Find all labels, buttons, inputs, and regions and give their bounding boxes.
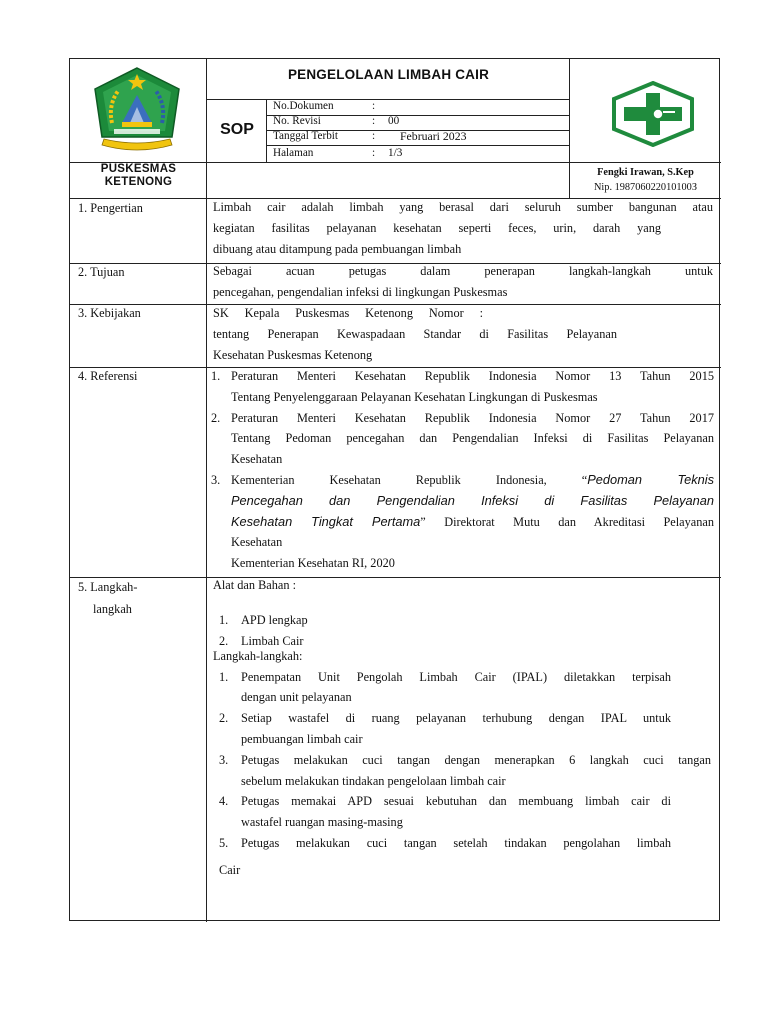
org-name-line: PUSKESMAS xyxy=(100,163,177,175)
signer-block xyxy=(573,165,718,195)
section-body-pengertian xyxy=(213,197,713,259)
list-item xyxy=(213,610,713,631)
ref-title-italic: Pedoman Teknis xyxy=(587,471,714,487)
meta-value: 1/3 xyxy=(388,147,403,159)
meta-value: Februari 2023 xyxy=(400,129,467,143)
steps-heading: Langkah-langkah: xyxy=(213,648,303,663)
alat-list xyxy=(213,610,713,649)
ref-author: Kementerian Kesehatan Republik Indonesia, “ xyxy=(231,472,588,487)
body-line: Penempatan Unit Pengolah Limbah Cair (IPAL) diletakkan terpisah xyxy=(241,669,671,684)
list-item xyxy=(213,667,671,709)
list-number: 2. xyxy=(211,410,221,425)
body-line: Kesehatan Puskesmas Ketenong xyxy=(213,347,373,362)
sop-label: SOP xyxy=(220,121,254,138)
section-label-pengertian: 1. Pengertian xyxy=(78,201,143,215)
meta-label: No.Dokumen xyxy=(273,100,334,112)
list-number: 4. xyxy=(219,794,229,809)
body-line: pembuangan limbah cair xyxy=(241,731,363,746)
step-tail: Cair xyxy=(219,862,241,877)
body-line xyxy=(231,512,714,533)
meta-colon: : xyxy=(372,100,376,112)
puskesmas-cross-icon xyxy=(610,81,696,147)
body-line: Petugas melakukan cuci tangan dengan menerapkan 6 langkah cuci tangan xyxy=(241,752,711,767)
body-line: dengan unit pelayanan xyxy=(241,690,352,705)
list-item xyxy=(213,708,671,750)
list-item xyxy=(211,470,714,574)
ref-title-italic: Kesehatan Tingkat Pertama xyxy=(231,513,421,529)
body-line xyxy=(231,470,714,491)
list-text: APD lengkap xyxy=(241,612,308,627)
ref-title-italic: Pencegahan dan Pengendalian Infeksi di Fasilitas Pelayanan xyxy=(231,492,714,508)
section-body-tujuan xyxy=(213,261,713,303)
list-number: 2. xyxy=(219,633,229,648)
org-name-line: KETENONG xyxy=(104,176,173,188)
body-line: Limbah cair adalah limbah yang berasal dari seluruh sumber bangunan atau xyxy=(213,200,713,214)
list-item xyxy=(213,833,671,854)
list-text: Limbah Cair xyxy=(241,633,304,648)
body-line: Sebagai acuan petugas dalam penerapan langkah-langkah untuk xyxy=(213,264,713,278)
list-number: 5. xyxy=(219,835,229,850)
section-body-referensi xyxy=(211,366,714,574)
list-item xyxy=(211,408,714,470)
body-line: pencegahan, pengendalian infeksi di lingkungan Puskesmas xyxy=(213,284,508,299)
document-title: PENGELOLAAN LIMBAH CAIR xyxy=(287,67,490,82)
meta-label: Tanggal Terbit xyxy=(273,130,339,142)
body-line: wastafel ruangan masing-masing xyxy=(241,815,403,830)
steps-list xyxy=(213,667,713,854)
list-item xyxy=(213,633,713,649)
list-number: 3. xyxy=(211,472,221,487)
signer-name: Fengki Irawan, S.Kep xyxy=(597,167,694,178)
meta-colon: : xyxy=(372,130,376,142)
body-line: Petugas melakukan cuci tangan setelah tindakan pengolahan limbah xyxy=(241,835,671,850)
body-line: sebelum melakukan tindakan pengelolaan limbah cair xyxy=(241,773,506,788)
section-label-referensi: 4. Referensi xyxy=(78,369,138,383)
list-number: 1. xyxy=(219,612,229,627)
label-line: 5. Langkah- xyxy=(78,580,138,594)
body-line: Peraturan Menteri Kesehatan Republik Indonesia Nomor 13 Tahun 2015 xyxy=(231,369,714,383)
list-number: 1. xyxy=(211,369,221,383)
section-body-kebijakan xyxy=(213,303,713,365)
meta-label: No. Revisi xyxy=(273,115,321,127)
body-line: Kesehatan xyxy=(231,452,283,467)
meta-label: Halaman xyxy=(273,147,314,159)
body-line: Kesehatan xyxy=(231,535,283,550)
list-number: 3. xyxy=(219,752,229,767)
list-number: 2. xyxy=(219,711,229,726)
label-line: langkah xyxy=(93,602,132,616)
section-body-langkah xyxy=(213,575,713,881)
body-line: tentang Penerapan Kewaspadaan Standar di Fasilitas Pelayanan xyxy=(213,326,617,341)
reference-list xyxy=(211,366,714,574)
meta-colon: : xyxy=(372,147,376,159)
section-label-kebijakan: 3. Kebijakan xyxy=(78,306,141,320)
ref-publisher: ” Direktorat Mutu dan Akreditasi Pelayanan xyxy=(420,514,714,529)
body-line: dibuang atau ditampung pada pembuangan limbah xyxy=(213,241,462,256)
list-item xyxy=(213,750,711,792)
section-label-tujuan: 2. Tujuan xyxy=(78,265,125,279)
meta-colon: : xyxy=(372,115,376,127)
body-line: Tentang Penyelenggaraan Pelayanan Kesehatan Lingkungan di Puskesmas xyxy=(231,389,598,404)
regency-emblem-icon xyxy=(92,65,182,155)
signer-nip: Nip. 198706022010100З xyxy=(594,182,697,193)
meta-value: 00 xyxy=(388,115,400,127)
list-number: 1. xyxy=(219,669,229,684)
body-line: Setiap wastafel di ruang pelayanan terhubung dengan IPAL untuk xyxy=(241,711,671,726)
body-line: Tentang Pedoman pencegahan dan Pengendalian Infeksi di Fasilitas Pelayanan xyxy=(231,431,714,446)
body-line: kegiatan fasilitas pelayanan kesehatan seperti feces, urin, darah yang xyxy=(213,220,661,235)
list-item xyxy=(213,791,671,833)
sop-document xyxy=(69,58,720,921)
org-name xyxy=(70,163,207,189)
section-label-langkah xyxy=(78,576,137,620)
body-line: SK Kepala Puskesmas Ketenong Nomor : xyxy=(213,306,483,320)
body-line: Petugas memakai APD sesuai kebutuhan dan membuang limbah cair di xyxy=(241,794,671,809)
body-line: Kementerian Kesehatan RI, 2020 xyxy=(231,556,395,571)
body-line: Peraturan Menteri Kesehatan Republik Indonesia Nomor 27 Tahun 2017 xyxy=(231,410,714,425)
list-item xyxy=(211,366,714,408)
alat-heading: Alat dan Bahan : xyxy=(213,578,296,592)
